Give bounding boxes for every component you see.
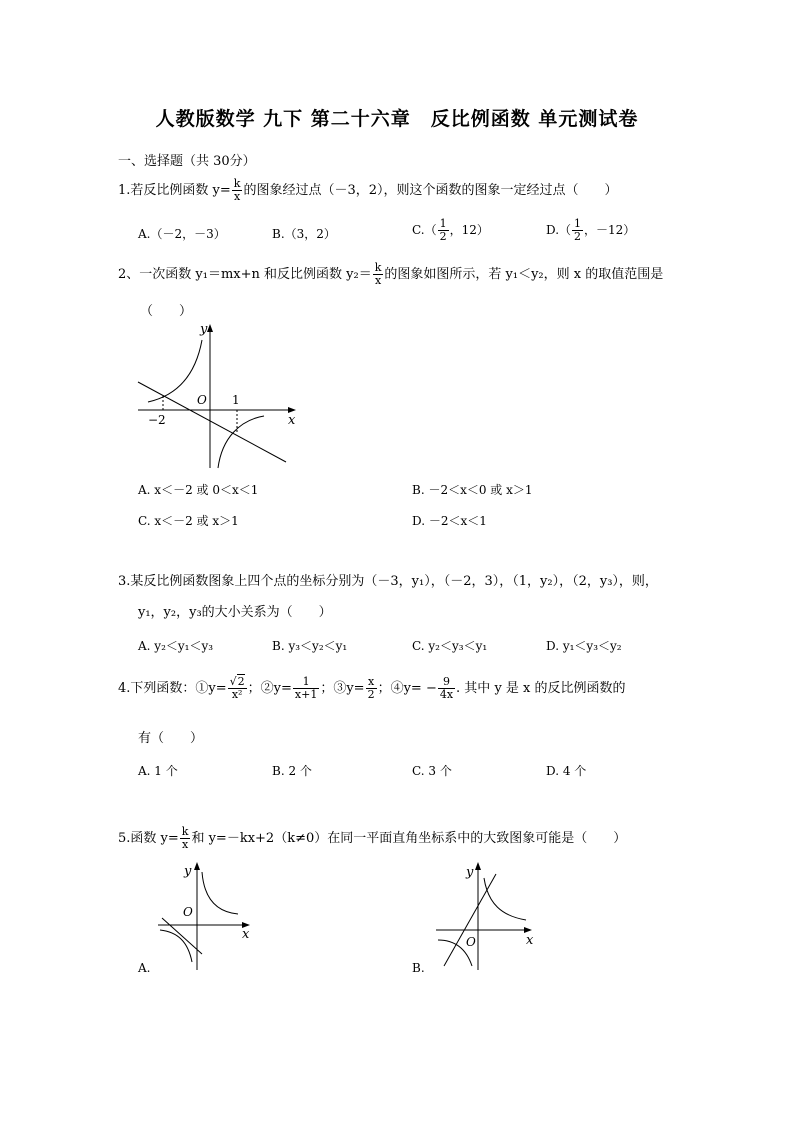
question-3-line2: y₁，y₂，y₃的大小关系为（ ） xyxy=(138,605,332,620)
q1-optc-num: 1 xyxy=(439,217,447,230)
q1-option-c xyxy=(412,218,489,243)
q4-f3-num: x xyxy=(366,676,377,689)
page-title: 人教版数学 九下 第二十六章 反比例函数 单元测试卷 xyxy=(155,108,639,130)
q2-y-label: y xyxy=(200,322,208,337)
q1-optc-frac xyxy=(438,218,449,243)
q4-stem-pre: 4.下列函数：①y= xyxy=(118,681,227,696)
q1-optd-num: 1 xyxy=(574,217,582,230)
q2-option-c: C. x＜－2 或 x＞1 xyxy=(138,514,239,528)
q5a-y-arrow xyxy=(194,862,200,870)
q4-stem-post: . 其中 y 是 x 的反比例函数的 xyxy=(456,681,626,696)
q2-stem-pre: 2、一次函数 y₁＝mx+n 和反比例函数 y₂＝ xyxy=(118,267,372,282)
q2-frac-num: k xyxy=(374,261,382,274)
q2-y-arrow xyxy=(207,324,213,332)
q2-option-a: A. x＜－2 或 0＜x＜1 xyxy=(138,483,259,497)
q2-hyperbola-lower xyxy=(218,416,264,468)
q4-f1-num: √2 xyxy=(229,675,245,688)
q1-fraction xyxy=(232,178,243,203)
question-1 xyxy=(118,178,618,203)
question-2 xyxy=(118,262,663,287)
q3-option-d: D. y₁＜y₃＜y₂ xyxy=(546,639,622,653)
q5-option-a: A. xyxy=(138,961,151,975)
q4-f2-num: 1 xyxy=(293,676,319,689)
q2-answer-paren: （ ） xyxy=(140,304,193,319)
q2-fraction xyxy=(373,262,384,287)
q5-fraction xyxy=(180,826,191,851)
q5a-origin-label: O xyxy=(183,905,193,919)
q5a-y-label: y xyxy=(184,864,192,879)
q4-sep-3: ；③y= xyxy=(320,681,365,696)
q4-fraction-1 xyxy=(228,676,247,701)
q5a-hyperbola-lower xyxy=(160,930,192,962)
q4-option-a: A. 1 个 xyxy=(138,764,178,778)
q2-option-b: B. －2＜x＜0 或 x＞1 xyxy=(412,483,533,497)
q2-frac-den: x xyxy=(374,274,382,287)
question-4-line2: 有（ ） xyxy=(138,731,204,746)
q5-frac-num: k xyxy=(181,825,189,838)
q1-optc-pre: C.（ xyxy=(412,223,437,237)
q3-option-c: C. y₂＜y₃＜y₁ xyxy=(412,639,488,653)
q5-option-b: B. xyxy=(412,961,425,975)
q4-f3-den: 2 xyxy=(367,688,375,701)
q4-option-d: D. 4 个 xyxy=(546,764,587,778)
q1-optd-den: 2 xyxy=(574,230,582,243)
q1-optd-post: ，－12） xyxy=(584,223,636,237)
q2-tick-minus2: −2 xyxy=(148,413,166,427)
q2-option-d: D. －2＜x＜1 xyxy=(412,514,487,528)
q2-tick-1: 1 xyxy=(232,393,240,407)
q4-f4-den: 4x xyxy=(439,688,454,701)
q4-f2-den: x+1 xyxy=(294,688,318,701)
q4-sep-4: ；④y= − xyxy=(377,681,437,696)
question-5 xyxy=(118,826,626,851)
q1-option-b: B.（3，2） xyxy=(272,227,336,241)
q5b-origin-label: O xyxy=(466,935,476,949)
q2-hyperbola-upper xyxy=(148,340,202,402)
q1-option-d xyxy=(546,218,635,243)
question-3-line1: 3.某反比例函数图象上四个点的坐标分别为（－3，y₁），（－2，3），（1，y₂），（2，y₃），则， xyxy=(118,574,658,589)
q2-stem-post: 的图象如图所示，若 y₁＜y₂，则 x 的取值范围是 xyxy=(384,267,664,282)
q1-optc-post: ，12） xyxy=(449,223,489,237)
q5b-y-arrow xyxy=(475,862,481,870)
q5b-line xyxy=(444,874,496,966)
q5-stem-pre: 5.函数 y= xyxy=(118,831,179,846)
q1-stem-post: 的图象经过点（－3，2），则这个函数的图象一定经过点（ ） xyxy=(243,183,618,198)
q4-f1-radicand: 2 xyxy=(237,675,245,688)
q5b-x-label: x xyxy=(526,933,534,948)
q1-optc-den: 2 xyxy=(439,230,447,243)
question-4 xyxy=(118,676,626,701)
q1-optd-frac xyxy=(572,218,583,243)
q4-option-c: C. 3 个 xyxy=(412,764,452,778)
q1-option-a: A.（－2，－3） xyxy=(138,227,226,241)
q5a-hyperbola-upper xyxy=(202,872,238,914)
q4-fraction-2 xyxy=(293,676,319,701)
q4-sep-2: ；②y= xyxy=(247,681,292,696)
q2-origin-label: O xyxy=(197,393,207,407)
q4-option-b: B. 2 个 xyxy=(272,764,312,778)
q3-option-b: B. y₃＜y₂＜y₁ xyxy=(272,639,348,653)
q1-frac-den: x xyxy=(234,190,241,203)
q2-x-label: x xyxy=(288,413,296,428)
q5-graph-b xyxy=(430,858,550,974)
q5-stem-post: 和 y=－kx+2（k≠0）在同一平面直角坐标系中的大致图象可能是（ ） xyxy=(191,831,627,846)
q2-graph xyxy=(130,320,310,472)
q4-f4-num: 9 xyxy=(438,676,455,689)
q4-fraction-4 xyxy=(438,676,455,701)
q1-optd-pre: D.（ xyxy=(546,223,572,237)
q1-frac-num: k xyxy=(233,177,241,190)
q5-frac-den: x xyxy=(182,838,189,851)
q5a-line xyxy=(162,918,202,954)
q4-f1-den: x² xyxy=(231,688,243,701)
q5b-y-label: y xyxy=(466,865,474,880)
q3-option-a: A. y₂＜y₁＜y₃ xyxy=(138,639,214,653)
q5-graph-a xyxy=(150,858,260,974)
q1-stem-pre: 1.若反比例函数 y= xyxy=(118,183,231,198)
q5a-x-label: x xyxy=(242,927,250,942)
section-heading: 一、选择题（共 30分） xyxy=(118,154,256,169)
q4-fraction-3 xyxy=(366,676,377,701)
